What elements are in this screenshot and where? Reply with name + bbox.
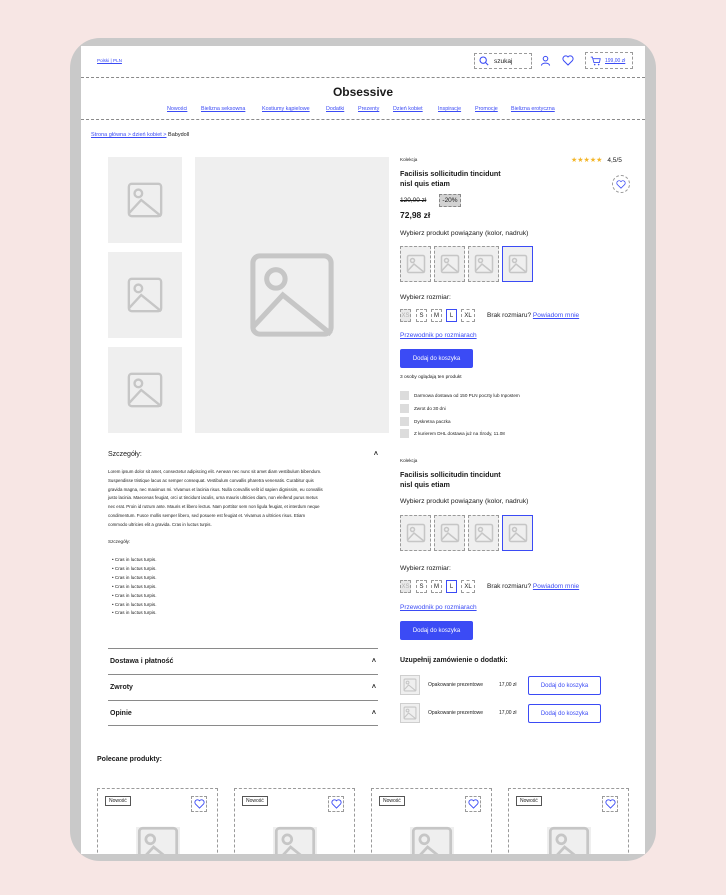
image-placeholder-icon [547, 825, 591, 854]
new-badge: Nowość [105, 796, 131, 806]
gallery-thumb-1[interactable] [108, 157, 182, 243]
search-box[interactable] [474, 53, 532, 69]
size-option-xs[interactable]: XS [400, 580, 411, 593]
image-placeholder-icon [246, 249, 338, 341]
card-image [547, 827, 591, 854]
recommended-title: Polecane produkty: [97, 756, 162, 763]
brand-logo[interactable]: Obsessive [332, 85, 394, 99]
accordion-label: Zwroty [110, 684, 133, 691]
feature-free-delivery [400, 391, 520, 400]
details-line: condimentum. Fusce mollis semper libero, sed posuere est feugiat et. Vivamus a ultricies risus. Etiam [108, 512, 306, 518]
related-product-4[interactable] [502, 246, 533, 282]
screen [81, 46, 645, 854]
image-placeholder-icon [440, 523, 460, 543]
breadcrumb-link[interactable]: Strona główna > dzień kobiet > [91, 132, 167, 138]
rating-value: 4,5/5 [607, 156, 622, 164]
nav-item-promocje[interactable]: Promocje [475, 106, 498, 112]
notify-me-link[interactable]: Powiadom mnie [532, 583, 580, 590]
image-placeholder-icon [403, 706, 417, 720]
gallery-main-image[interactable] [195, 157, 389, 433]
heart-icon [605, 799, 616, 809]
details-line: commodo ultricies elit a gravida. Cras in luctus turpis. [108, 521, 212, 527]
image-placeholder-icon [508, 523, 528, 543]
feature-dhl-delivery [400, 429, 505, 438]
card-wishlist-button[interactable] [465, 796, 481, 812]
card-wishlist-button[interactable] [191, 796, 207, 812]
cart-total: 199,00 zł [605, 57, 626, 64]
card-image [136, 827, 180, 854]
list-item: • Cras in luctus turpis. [112, 557, 157, 562]
breadcrumb [91, 132, 189, 138]
product-card[interactable] [371, 788, 492, 854]
addons-title: Uzupełnij zamówienie o dodatki: [400, 657, 508, 664]
image-placeholder-icon [406, 523, 426, 543]
nav-item-prezenty[interactable]: Prezenty [358, 106, 380, 112]
image-placeholder-icon [126, 276, 164, 314]
gallery-thumb-3[interactable] [108, 347, 182, 433]
related-product-4[interactable] [502, 515, 533, 551]
search-placeholder: szukaj [494, 57, 513, 65]
card-image [410, 827, 454, 854]
related-products-label-2: Wybierz produkt powiązany (kolor, nadruk) [400, 498, 529, 505]
accordion-label: Opinie [110, 709, 132, 717]
new-badge: Nowość [242, 796, 268, 806]
image-placeholder-icon [273, 825, 317, 854]
nav-item-nowosci[interactable]: Nowości [167, 106, 188, 112]
accordion-delivery-payment[interactable] [108, 648, 378, 674]
feature-text: Darmowa dostawa od 150 PLN poczty lub Inpostem [414, 393, 520, 398]
size-option-l[interactable]: L [446, 309, 457, 322]
image-placeholder-icon [126, 181, 164, 219]
addon-name-1: Opakowanie prezentowe [428, 682, 484, 688]
list-item: • Cras in luctus turpis. [112, 565, 157, 571]
language-currency-link[interactable]: Polski | PLN [97, 58, 122, 63]
list-item: • Cras in luctus turpis. [112, 592, 157, 598]
image-placeholder-icon [403, 678, 417, 692]
details-line: nec erat. Proin id rutrum ante. Mauris et libero lectus. Nam porttitor sem non ligula feugiat, et interdum neque [108, 504, 320, 510]
cart-button[interactable] [585, 52, 633, 69]
image-placeholder-icon [474, 523, 494, 543]
addon-name-2: Opakowanie prezentowe [428, 710, 484, 716]
no-size-label: Brak rozmiaru? [487, 583, 532, 590]
image-placeholder-icon [136, 825, 180, 854]
size-option-m[interactable]: M [431, 309, 442, 322]
card-wishlist-button[interactable] [328, 796, 344, 812]
related-products-label: Wybierz produkt powiązany (kolor, nadruk) [400, 230, 529, 237]
nav-item-dzien-kobiet[interactable]: Dzień kobiet [393, 106, 423, 112]
addon-add-button-1[interactable]: Dodaj do koszyka [528, 676, 601, 695]
size-label-2: Wybierz rozmiar: [400, 565, 451, 572]
image-placeholder-icon [410, 825, 454, 854]
size-option-xl[interactable]: XL [461, 580, 475, 593]
chevron-up-icon: ˄ [373, 451, 378, 458]
discount-badge: -20% [439, 194, 461, 207]
size-guide-link-2[interactable]: Przewodnik po rozmiarach [400, 604, 477, 611]
rating [571, 156, 622, 164]
accordion-label: Dostawa i płatność [110, 658, 174, 665]
nav-item-bielizna-seksowna[interactable]: Bielizna seksowna [201, 106, 246, 112]
list-item: • Cras in luctus turpis. [112, 583, 157, 589]
details-title: Szczegóły: [108, 451, 142, 458]
new-badge: Nowość [379, 796, 405, 806]
addon-image-2 [400, 703, 420, 723]
cart-icon [590, 56, 601, 66]
notify-me-link[interactable]: Powiadom mnie [532, 312, 580, 319]
no-size-text-2 [487, 583, 579, 590]
related-product-2[interactable] [434, 246, 465, 282]
old-price: 120,00 zł [400, 197, 427, 204]
image-placeholder-icon [474, 254, 494, 274]
related-product-1[interactable] [400, 246, 431, 282]
details-line: Lorem ipsum dolor sit amet, consectetur adipiscing elit. Aenean nec nunc sit amet diam vestibulum bibendum. [108, 469, 322, 474]
no-size-label: Brak rozmiaru? [487, 312, 532, 319]
collection-label-2: Kolekcja [400, 458, 418, 463]
addon-price-2: 17,00 zł [499, 710, 517, 716]
size-option-m[interactable]: M [431, 580, 442, 593]
add-to-cart-button[interactable]: Dodaj do koszyka [400, 349, 473, 368]
viewers-count: 3 osoby oglądają ten produkt [400, 375, 462, 380]
returns-icon [400, 404, 409, 413]
product-name-line-2: nisl quis etiam [400, 480, 450, 489]
list-item: • Cras in luctus turpis. [112, 601, 157, 607]
product-card[interactable] [97, 788, 218, 854]
related-product-3[interactable] [468, 515, 499, 551]
size-guide-link[interactable]: Przewodnik po rozmiarach [400, 332, 477, 339]
new-badge: Nowość [516, 796, 542, 806]
add-to-wishlist-button[interactable] [612, 175, 630, 193]
nav-item-kostiumy-kapielowe[interactable]: Kostiumy kąpielowe [262, 106, 310, 112]
details-bullet-list [112, 556, 157, 618]
rating-stars-icon: ★★★★★ [571, 157, 603, 164]
product-card[interactable] [234, 788, 355, 854]
image-placeholder-icon [440, 254, 460, 274]
package-icon [400, 417, 409, 426]
nav-divider [81, 119, 645, 120]
details-line: gravida magna, nec maximus mi. Vivamus et lacinia risus. Nulla convallis velit id sapien dignissim, eu convallis [108, 486, 323, 492]
breadcrumb-current: Babydoll [166, 132, 190, 138]
related-product-3[interactable] [468, 246, 499, 282]
size-label: Wybierz rozmiar: [400, 294, 451, 301]
feature-text: Zwrot do 30 dni [414, 406, 446, 411]
feature-text: Z kurierem DHL dostawa już na Środy, 11.08 [414, 431, 505, 436]
add-to-cart-button-2[interactable]: Dodaj do koszyka [400, 621, 473, 640]
gallery-thumb-2[interactable] [108, 252, 182, 338]
wishlist-heart-icon[interactable] [562, 55, 574, 66]
addon-add-button-2[interactable]: Dodaj do koszyka [528, 704, 601, 723]
addon-image-1 [400, 675, 420, 695]
image-placeholder-icon [406, 254, 426, 274]
related-product-2[interactable] [434, 515, 465, 551]
product-name-line-2: nisl quis etiam [400, 179, 450, 188]
details-description [108, 468, 378, 530]
feature-returns [400, 404, 446, 413]
product-card[interactable] [508, 788, 629, 854]
product-name-2 [400, 470, 501, 490]
accordion-reviews[interactable] [108, 700, 378, 726]
chevron-up-icon: ˄ [371, 658, 376, 665]
current-price: 72,98 zł [400, 210, 431, 220]
heart-icon [331, 799, 342, 809]
search-icon [479, 56, 489, 66]
product-name [400, 169, 501, 189]
chevron-up-icon: ˄ [371, 684, 376, 691]
nav-item-inspiracje[interactable]: Inspiracje [438, 106, 462, 112]
card-image [273, 827, 317, 854]
product-name-line-1: Facilisis sollicitudin tincidunt [400, 470, 501, 479]
size-option-s[interactable]: S [416, 580, 427, 593]
no-size-text [487, 312, 579, 319]
size-option-s[interactable]: S [416, 309, 427, 322]
list-item: • Cras in luctus turpis. [112, 574, 157, 580]
collection-label: Kolekcja [400, 157, 418, 162]
size-option-xs[interactable]: XS [400, 309, 411, 322]
chevron-up-icon: ˄ [371, 709, 376, 717]
image-placeholder-icon [126, 371, 164, 409]
accordion-returns[interactable] [108, 674, 378, 700]
feature-text: Dyskretna paczka [414, 419, 451, 424]
heart-icon [468, 799, 479, 809]
nav-item-bielizna-erotyczna[interactable]: Bielizna erotyczna [511, 106, 555, 112]
details-line: justo lacinia. Maecenas feugiat, orci ut tincidunt iaculis, urna mauris ultricies diam, non eleifend purus metus [108, 495, 318, 501]
header-divider [81, 77, 645, 78]
image-placeholder-icon [508, 254, 528, 274]
product-name-line-1: Facilisis sollicitudin tincidunt [400, 169, 501, 178]
size-option-l[interactable]: L [446, 580, 457, 593]
details-subtitle: Szczegóły: [108, 539, 131, 544]
details-line: Suspendisse tristique lacus ac semper consequat. Vestibulum convallis pharetra venenatis. Curabitur quis [108, 477, 314, 483]
heart-icon [616, 180, 626, 189]
courier-icon [400, 429, 409, 438]
card-wishlist-button[interactable] [602, 796, 618, 812]
user-icon[interactable] [540, 55, 551, 66]
details-header[interactable] [108, 451, 378, 458]
related-product-1[interactable] [400, 515, 431, 551]
size-option-xl[interactable]: XL [461, 309, 475, 322]
heart-icon [194, 799, 205, 809]
addon-price-1: 17,00 zł [499, 682, 517, 688]
nav-item-dodatki[interactable]: Dodatki [326, 106, 345, 112]
feature-discreet-package [400, 417, 451, 426]
delivery-icon [400, 391, 409, 400]
list-item: • Cras in luctus turpis. [112, 610, 157, 616]
